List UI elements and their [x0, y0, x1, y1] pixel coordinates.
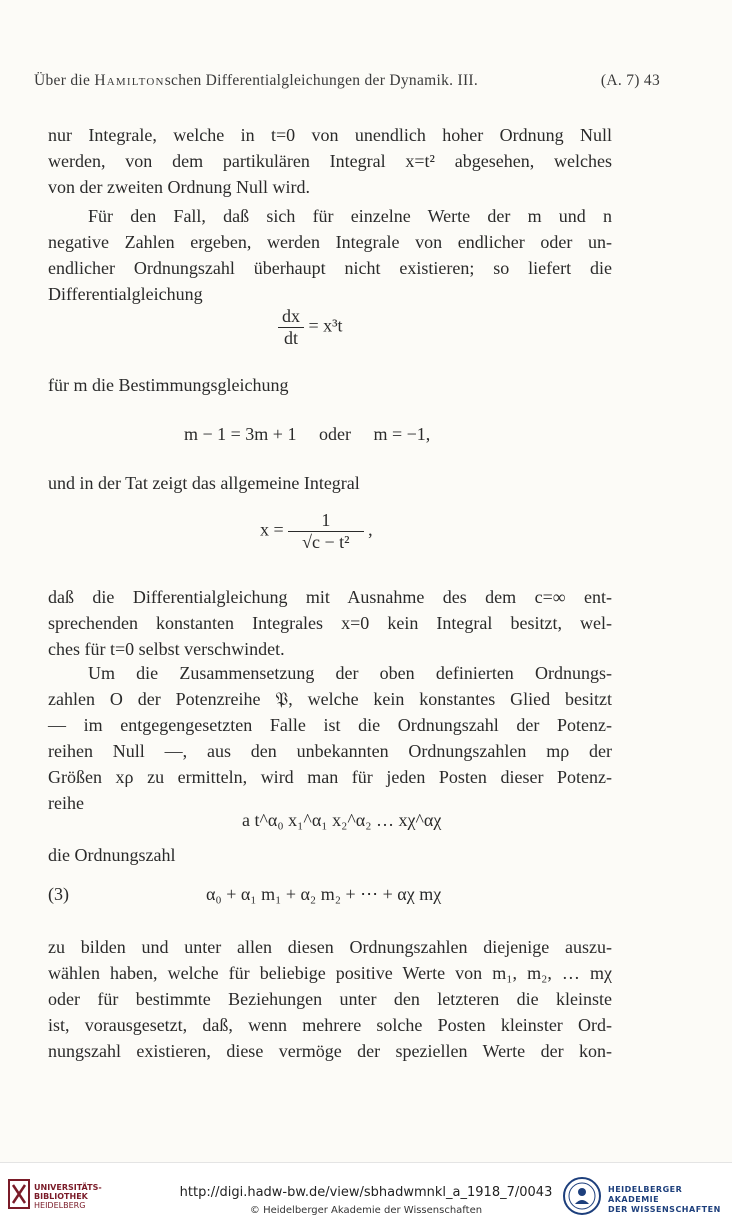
text-line: wählen haben, welche für beliebige positive Werte von m₁, m₂, … mχ [48, 963, 612, 983]
header-title: Über die Hamiltonschen Differentialgleichungen der Dynamik. III. [34, 72, 479, 89]
text-line: zu bilden und unter allen diesen Ordnungszahlen diejenige auszu- [48, 937, 612, 957]
text-line: nungszahl existieren, diese vermöge der speziellen Werte der kon- [48, 1041, 612, 1061]
text-line: Um die Zusammensetzung der oben definierten Ordnungs- [88, 663, 612, 683]
paragraph-3 [48, 372, 612, 398]
copyright-text: © Heidelberger Akademie der Wissenschaften [249, 1205, 483, 1216]
text-line: zahlen O der Potenzreihe 𝔓, welche kein konstantes Glied besitzt [48, 689, 612, 709]
text-line: negative Zahlen ergeben, werden Integrale von endlicher oder un- [48, 232, 612, 252]
text-line: und in der Tat zeigt das allgemeine Integral [48, 473, 360, 493]
text-line: die Ordnungszahl [48, 845, 176, 865]
text-line: reihe [48, 793, 84, 813]
fraction: $\frac{1}{\text{√c − t²}}$ [288, 510, 363, 553]
paragraph-4 [48, 470, 612, 496]
text-line: endlicher Ordnungszahl überhaupt nicht existieren; so liefert die [48, 258, 612, 278]
text-line: ches für t=0 selbst verschwindet. [48, 639, 285, 659]
text-line: — im entgegengesetzten Falle ist die Ordnungszahl der Potenz- [48, 715, 612, 735]
equation-integral: x = $\frac{1}{\text{√c − t²}}$ , [260, 510, 373, 552]
footer-bar [0, 1162, 732, 1224]
text-line: reihen Null —, aus den unbekannten Ordnungszahlen mρ der [48, 741, 612, 761]
text-line: sprechenden konstanten Integrales x=0 kein Integral besitzt, wel- [48, 613, 612, 633]
equation-3-label: (3) [48, 884, 69, 904]
text-line: daß die Differentialgleichung mit Ausnahme des dem c=∞ ent- [48, 587, 612, 607]
paragraph-7 [48, 842, 612, 868]
paragraph-8 [48, 934, 612, 1064]
page-number: (A. 7) 43 [600, 72, 660, 89]
text-line: Differentialgleichung [48, 284, 203, 304]
equation-dx-dt: $\frac{dx}{dt}$ = x³t [278, 306, 343, 349]
academy-seal-icon [562, 1176, 602, 1216]
equation-bestimmung: m − 1 = 3m + 1 oder m = −1, [184, 424, 431, 444]
paragraph-5 [48, 584, 612, 662]
text-line: werden, von dem partikulären Integral x=t² abgesehen, welches [48, 151, 612, 171]
text-line: oder für bestimmte Beziehungen unter den letzteren die kleinste [48, 989, 612, 1009]
text-line: von der zweiten Ordnung Null wird. [48, 177, 310, 197]
paragraph-1 [48, 122, 612, 200]
paragraph-2 [48, 203, 612, 307]
paragraph-6 [48, 660, 612, 816]
library-name: UNIVERSITÄTS- BIBLIOTHEK HEIDELBERG [34, 1183, 102, 1210]
source-url-link[interactable]: http://digi.hadw-bw.de/view/sbhadwmnkl_a_1918_7/0043 [179, 1185, 553, 1200]
text-line: Größen xρ zu ermitteln, wird man für jeden Posten dieser Potenz- [48, 767, 612, 787]
equation-3: α₀ + α₁ m₁ + α₂ m₂ + ⋯ + αχ mχ [206, 884, 442, 904]
text-line: Für den Fall, daß sich für einzelne Werte der m und n [88, 206, 612, 226]
equation-posten: a t^α₀ x₁^α₁ x₂^α₂ … xχ^αχ [242, 810, 442, 830]
fraction: $\frac{dx}{dt}$ [278, 306, 304, 349]
text-line: ist, vorausgesetzt, daß, wenn mehrere solche Posten kleinster Ord- [48, 1015, 612, 1035]
text-line: nur Integrale, welche in t=0 von unendlich hoher Ordnung Null [48, 125, 612, 145]
academy-name: HEIDELBERGER AKADEMIE DER WISSENSCHAFTEN [608, 1185, 721, 1214]
text-line: für m die Bestimmungsgleichung [48, 375, 289, 395]
